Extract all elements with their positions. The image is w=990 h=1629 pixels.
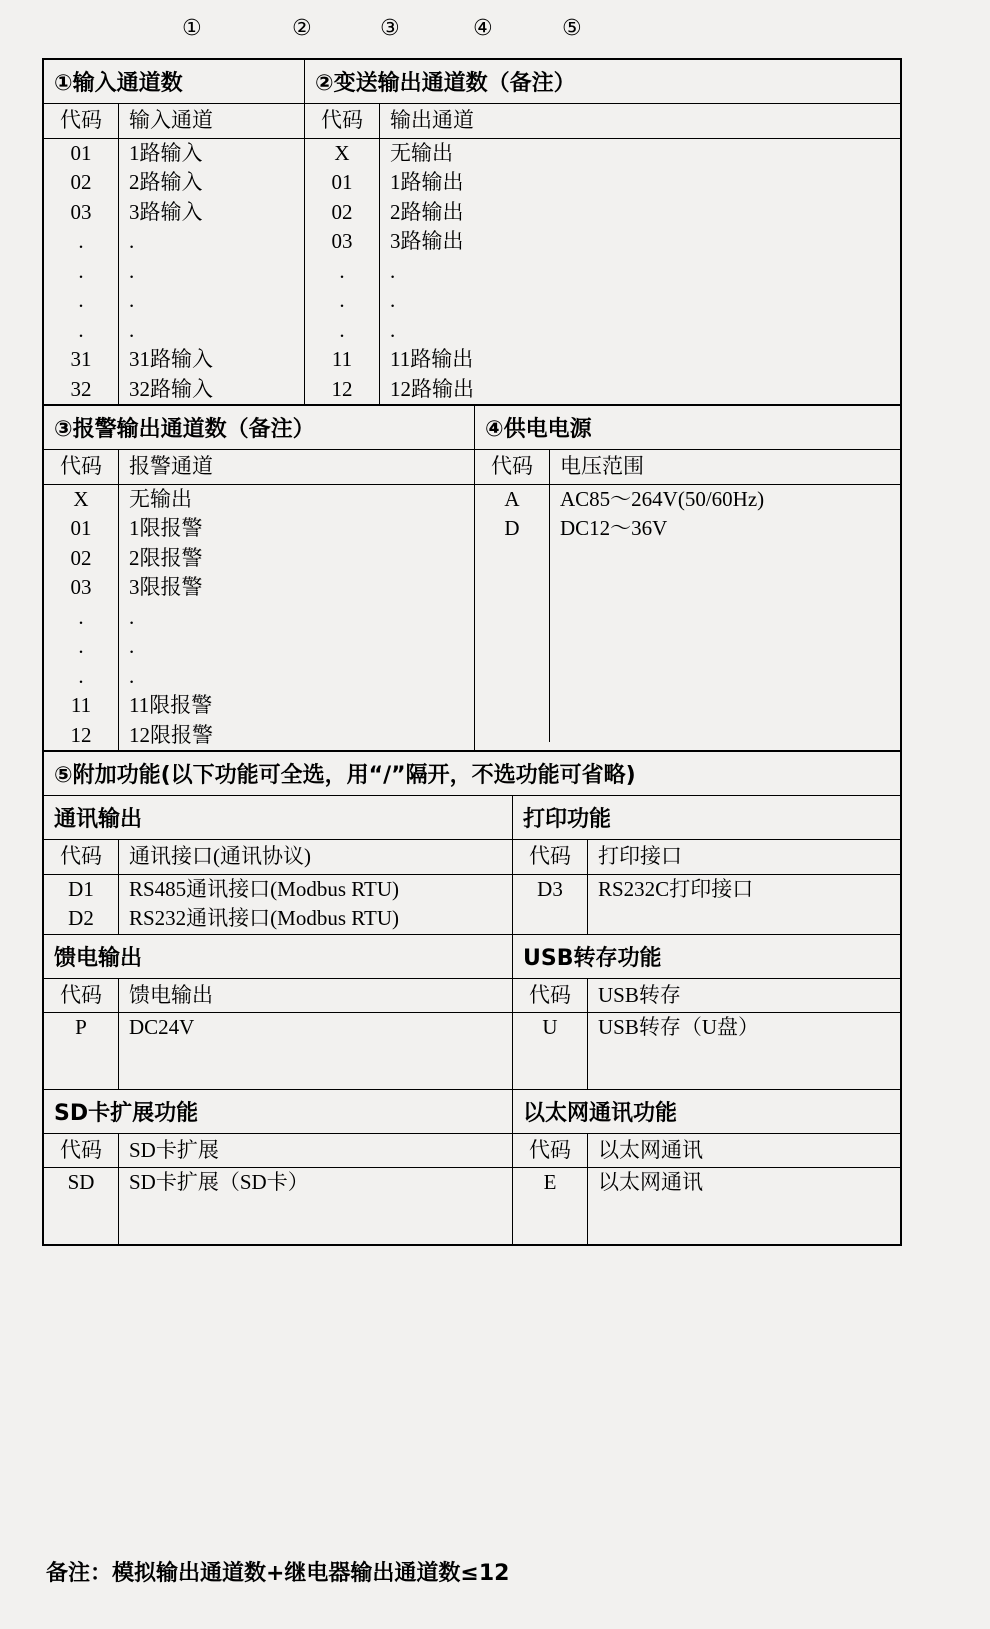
block-value-header: SD卡扩展 [119, 1134, 513, 1168]
section-3-code-header: 代码 [44, 450, 119, 484]
row-code: . [305, 286, 380, 316]
row-value: . [129, 288, 135, 312]
block-table [513, 840, 900, 934]
block-usb-transfer [513, 935, 901, 1090]
section-3-title: ③报警输出通道数（备注） [44, 406, 474, 450]
row-code: A [475, 484, 550, 514]
row-value: 32路输入 [129, 376, 213, 401]
section-2-col-headers [305, 104, 900, 404]
row-code: 03 [305, 227, 380, 257]
row-value: 12限报警 [129, 722, 213, 747]
block-value-header: 馈电输出 [119, 979, 513, 1013]
section-row-3-4 [44, 405, 900, 751]
row-code: 01 [305, 168, 380, 198]
row-value: 以太网通讯 [598, 1170, 703, 1194]
block-value-header: 以太网通讯 [588, 1134, 901, 1168]
spacer-value [588, 1043, 901, 1089]
spacer-code [513, 1043, 588, 1089]
marker-3: ③ [380, 16, 400, 41]
section-1-title: ①输入通道数 [44, 60, 304, 104]
row-code: 31 [44, 345, 119, 375]
section-5-row-2 [44, 935, 900, 1090]
spacer-code [44, 1198, 119, 1244]
block-feed-output [44, 935, 513, 1090]
row-code: E [513, 1168, 588, 1198]
row-value: DC24V [129, 1015, 195, 1039]
section-2-code-header: 代码 [305, 104, 380, 138]
row-value: . [390, 317, 396, 342]
row-code: . [44, 227, 119, 257]
marker-row [0, 8, 990, 48]
marker-1: ① [182, 16, 202, 41]
row-value: USB转存（U盘） [598, 1015, 760, 1039]
row-code: D3 [513, 874, 588, 904]
block-code-header: 代码 [44, 1134, 119, 1168]
row-code: D [475, 514, 550, 544]
block-title: 以太网通讯功能 [513, 1090, 900, 1134]
marker-5: ⑤ [562, 16, 582, 41]
row-value: 3路输入 [129, 199, 203, 224]
block-sd-expansion [44, 1090, 513, 1244]
row-value: RS485通讯接口(Modbus RTU) [129, 876, 400, 901]
row-value: AC85～264V(50/60Hz) [560, 486, 765, 511]
block-comm-output [44, 796, 513, 934]
row-value: 1路输出 [390, 170, 464, 194]
row-code: . [305, 316, 380, 346]
section-5-row-3 [44, 1090, 900, 1244]
row-code: 02 [44, 544, 119, 574]
block-code-header: 代码 [513, 840, 588, 874]
row-code: 03 [44, 198, 119, 228]
row-code: . [44, 632, 119, 662]
section-2-value-header: 输出通道 [380, 104, 901, 138]
section-5-title: ⑤附加功能(以下功能可全选，用“/”隔开，不选功能可省略) [44, 751, 900, 796]
row-code: 12 [305, 375, 380, 405]
row-value: 无输出 [129, 486, 192, 511]
block-print-function [513, 796, 901, 934]
block-title: 馈电输出 [44, 935, 512, 979]
row-value: 2限报警 [129, 545, 203, 570]
row-value: 无输出 [390, 140, 453, 165]
section-4-title: ④供电电源 [475, 406, 900, 450]
row-value: . [129, 604, 135, 629]
row-code: U [513, 1013, 588, 1043]
block-table [513, 1134, 900, 1244]
spec-frame [42, 58, 902, 1246]
row-code: . [44, 316, 119, 346]
row-code: 12 [44, 721, 119, 751]
row-code: X [44, 484, 119, 514]
row-code: 02 [305, 198, 380, 228]
section-3-value-header: 报警通道 [119, 450, 475, 484]
section-4-value-header: 电压范围 [550, 450, 901, 484]
row-value: . [129, 634, 135, 658]
section-transmit-output [305, 60, 901, 405]
spacer-value [550, 544, 901, 742]
spacer-value [588, 1198, 901, 1244]
row-code: 11 [305, 345, 380, 375]
row-value: . [129, 258, 135, 283]
row-value: . [390, 258, 396, 283]
row-code: X [305, 138, 380, 168]
row-value: RS232C打印接口 [598, 876, 754, 901]
section-4-col-headers [475, 450, 900, 742]
block-value-header: 打印接口 [588, 840, 901, 874]
block-ethernet-comm [513, 1090, 901, 1244]
row-code: D1 [44, 874, 119, 904]
marker-2: ② [292, 16, 312, 41]
marker-4: ④ [473, 16, 493, 41]
footnote: 备注：模拟输出通道数+继电器输出通道数≤12 [46, 1561, 510, 1586]
row-value: SD卡扩展（SD卡） [129, 1170, 309, 1194]
row-value: RS232通讯接口(Modbus RTU) [129, 906, 400, 930]
block-code-header: 代码 [513, 1134, 588, 1168]
spacer-value [119, 1198, 513, 1244]
spacer-code [44, 1043, 119, 1089]
block-table [44, 840, 512, 934]
block-code-header: 代码 [513, 979, 588, 1013]
row-code: 01 [44, 138, 119, 168]
section-row-1-2 [44, 60, 900, 405]
block-table [44, 1134, 512, 1244]
row-value: 1路输入 [129, 140, 203, 165]
row-value: 2路输入 [129, 170, 203, 194]
row-code: . [44, 257, 119, 287]
block-title: 打印功能 [513, 796, 900, 840]
row-code: . [44, 603, 119, 633]
row-value: 3限报警 [129, 575, 203, 599]
row-code: SD [44, 1168, 119, 1198]
row-value: DC12～36V [560, 516, 668, 540]
row-value: 31路输入 [129, 347, 213, 371]
block-title: SD卡扩展功能 [44, 1090, 512, 1134]
spacer-value [119, 1043, 513, 1089]
section-4-code-header: 代码 [475, 450, 550, 484]
row-value: 2路输出 [390, 199, 464, 224]
section-1-value-header: 输入通道 [119, 104, 305, 138]
block-code-header: 代码 [44, 840, 119, 874]
row-code: 01 [44, 514, 119, 544]
row-code: . [305, 257, 380, 287]
row-value: 11路输出 [390, 347, 474, 371]
section-input-channels [44, 60, 305, 405]
section-2-title: ②变送输出通道数（备注） [305, 60, 900, 104]
spacer-code [475, 544, 550, 742]
block-title: USB转存功能 [513, 935, 900, 979]
block-value-header: 通讯接口(通讯协议) [119, 840, 513, 874]
row-value: 12路输出 [390, 376, 474, 401]
spacer-value [588, 904, 901, 934]
section-1-code-header: 代码 [44, 104, 119, 138]
row-value: . [390, 288, 396, 312]
section-alarm-output [44, 406, 475, 751]
row-code: 02 [44, 168, 119, 198]
block-value-header: USB转存 [588, 979, 901, 1013]
spacer-code [513, 904, 588, 934]
row-code: 03 [44, 573, 119, 603]
block-table [513, 979, 900, 1089]
row-value: 1限报警 [129, 516, 203, 540]
section-5-row-1 [44, 796, 900, 935]
row-code: P [44, 1013, 119, 1043]
section-3-col-headers [44, 450, 474, 750]
row-code: 32 [44, 375, 119, 405]
row-value: . [129, 317, 135, 342]
row-code: D2 [44, 904, 119, 934]
block-code-header: 代码 [44, 979, 119, 1013]
row-code: . [44, 286, 119, 316]
spacer-code [513, 1198, 588, 1244]
row-value: . [129, 229, 135, 253]
row-value: . [129, 663, 135, 688]
row-value: 11限报警 [129, 693, 213, 717]
row-code: . [44, 662, 119, 692]
section-power-supply [475, 406, 901, 751]
block-title: 通讯输出 [44, 796, 512, 840]
block-table [44, 979, 512, 1089]
row-value: 3路输出 [390, 229, 464, 253]
section-1-col-headers [44, 104, 304, 404]
row-code: 11 [44, 691, 119, 721]
